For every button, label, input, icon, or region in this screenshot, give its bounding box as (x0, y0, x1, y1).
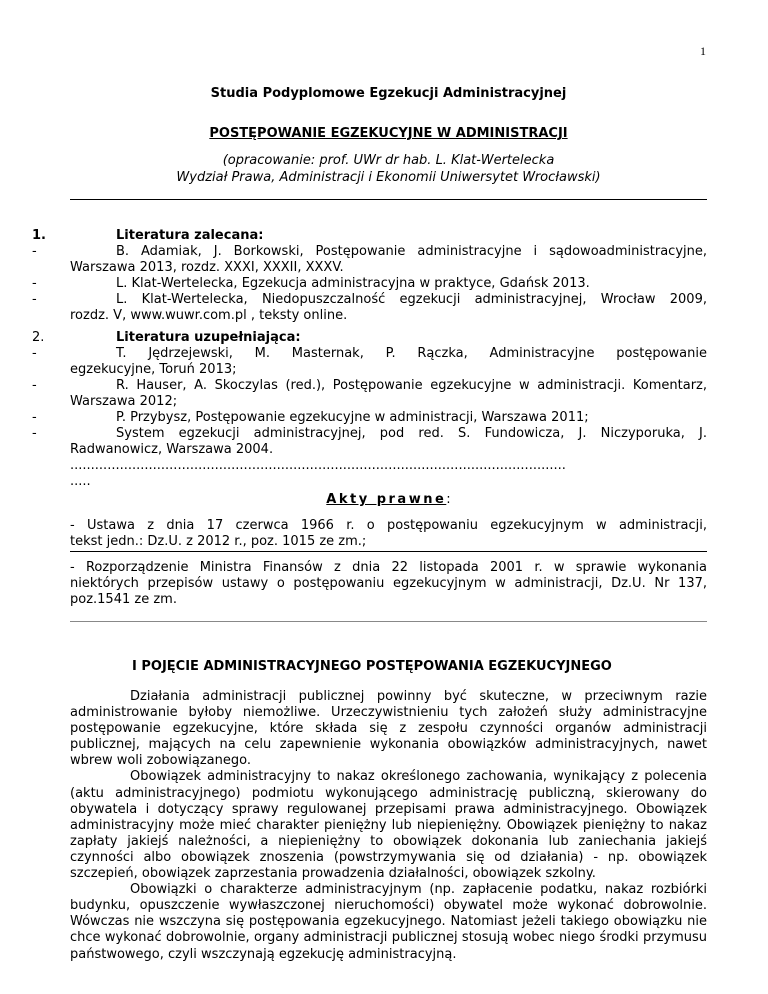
list-dash: - (32, 276, 37, 291)
act-2-line: - Rozporządzenie Ministra Finansów z dnia 22 listopada 2001 r. w sprawie wykonania (70, 560, 707, 575)
section-divider (70, 621, 707, 622)
chapter-paragraph: Działania administracji publicznej powinny być skuteczne, w przeciwnym razie administrowanie byłoby niemożliwe. Urzeczywistnieniu tych założeń służy administracyjne postępowanie egzekucyjne, które składa się z zespołu czynności organów administracji publicznej, mających na celu zapewnienie wykonania obowiązków administracyjnych, nawet wbrew woli zobowiązanego. (70, 689, 707, 769)
chapter-paragraph: Obowiązek administracyjny to nakaz określonego zachowania, wynikający z polecenia (aktu administracyjnego) podmiotu wykonującego administrację publiczną, skierowany do obywatela i dotyczący sprawy regulowanej przepisami prawa administracyjnego. Obowiązek administracyjny może mieć charakter pieniężny lub niepieniężny. Obowiązek pieniężny to nakaz zapłaty jakiejś należności, a niepieniężny to obowiązek dokonania lub zaniechania jakiejś czynności albo obowiązek znoszenia (powstrzymywania się od działania) - np. obowiązek szczepień, obowiązek zaprzestania prowadzenia działalności, obowiązek szkolny. (70, 769, 707, 882)
header-divider (70, 199, 707, 200)
program-title: Studia Podyplomowe Egzekucji Administracyjnej (210, 86, 567, 101)
dotted-separator: ........................................................................................................................ (70, 458, 566, 473)
page-number: 1 (700, 44, 706, 58)
acts-heading-wrap (70, 492, 707, 507)
acts-heading: Akty prawne (326, 492, 447, 507)
list-item-cont: Warszawa 2013, rozdz. XXXI, XXXII, XXXV. (70, 260, 344, 275)
list-item: R. Hauser, A. Skoczylas (red.), Postępowanie egzekucyjne w administracji. Komentarz, (116, 378, 707, 393)
chapter-body (70, 689, 707, 963)
list-dash: - (32, 244, 37, 259)
list-item: L. Klat-Wertelecka, Niedopuszczalność egzekucji administracyjnej, Wrocław 2009, (116, 292, 707, 307)
act-2-line: poz.1541 ze zm. (70, 592, 177, 607)
act-1-line: - Ustawa z dnia 17 czerwca 1966 r. o postępowaniu egzekucyjnym w administracji, (70, 518, 707, 533)
list-item: L. Klat-Wertelecka, Egzekucja administracyjna w praktyce, Gdańsk 2013. (116, 276, 590, 291)
chapter-paragraph: Obowiązki o charakterze administracyjnym (np. zapłacenie podatku, nakaz rozbiórki budynku, opuszczenie wywłaszczonej nieruchomości) obywatel może wykonać dobrowolnie. Wówczas nie wszczyna się postępowania egzekucyjnego. Natomiast jeżeli takiego obowiązku nie chce wykonać dobrowolnie, organy administracji publicznej stosują wobec niego środki przymusu państwowego, czyli wszczynają egzekucję administracyjną. (70, 882, 707, 962)
list-item-cont: rozdz. V, www.wuwr.com.pl , teksty online. (70, 308, 348, 323)
faculty-line: Wydział Prawa, Administracji i Ekonomii Uniwersytet Wrocławski) (176, 170, 601, 185)
list-item-cont: Warszawa 2012; (70, 394, 178, 409)
list-item: System egzekucji administracyjnej, pod red. S. Fundowicza, J. Niczyporuka, J. (116, 426, 707, 441)
section1-number: 1. (32, 228, 46, 243)
chapter-title: I POJĘCIE ADMINISTRACYJNEGO POSTĘPOWANIA EGZEKUCYJNEGO (132, 659, 612, 674)
list-item: B. Adamiak, J. Borkowski, Postępowanie administracyjne i sądowoadministracyjne, (116, 244, 707, 259)
list-dash: - (32, 410, 37, 425)
list-item: T. Jędrzejewski, M. Masternak, P. Rączka, Administracyjne postępowanie (116, 346, 707, 361)
list-dash: - (32, 346, 37, 361)
list-dash: - (32, 378, 37, 393)
list-dash: - (32, 292, 37, 307)
acts-colon: : (446, 492, 451, 507)
list-item-cont: egzekucyjne, Toruń 2013; (70, 362, 237, 377)
list-dash: - (32, 426, 37, 441)
dotted-separator-end: ..... (70, 474, 91, 489)
act-2-line: niektórych przepisów ustawy o postępowaniu egzekucyjnym w administracji, Dz.U. Nr 137, (70, 576, 707, 591)
list-item-cont: Radwanowicz, Warszawa 2004. (70, 442, 274, 457)
subject-title: POSTĘPOWANIE EGZEKUCYJNE W ADMINISTRACJI (209, 126, 568, 141)
author-line: (opracowanie: prof. UWr dr hab. L. Klat-Wertelecka (222, 153, 555, 168)
section2-heading: Literatura uzupełniająca: (116, 330, 301, 345)
act-1-line: tekst jedn.: Dz.U. z 2012 r., poz. 1015 ze zm.; (70, 534, 367, 549)
section1-heading: Literatura zalecana: (116, 228, 264, 243)
section2-number: 2. (32, 330, 45, 345)
list-item: P. Przybysz, Postępowanie egzekucyjne w administracji, Warszawa 2011; (116, 410, 589, 425)
acts-divider (70, 551, 707, 552)
